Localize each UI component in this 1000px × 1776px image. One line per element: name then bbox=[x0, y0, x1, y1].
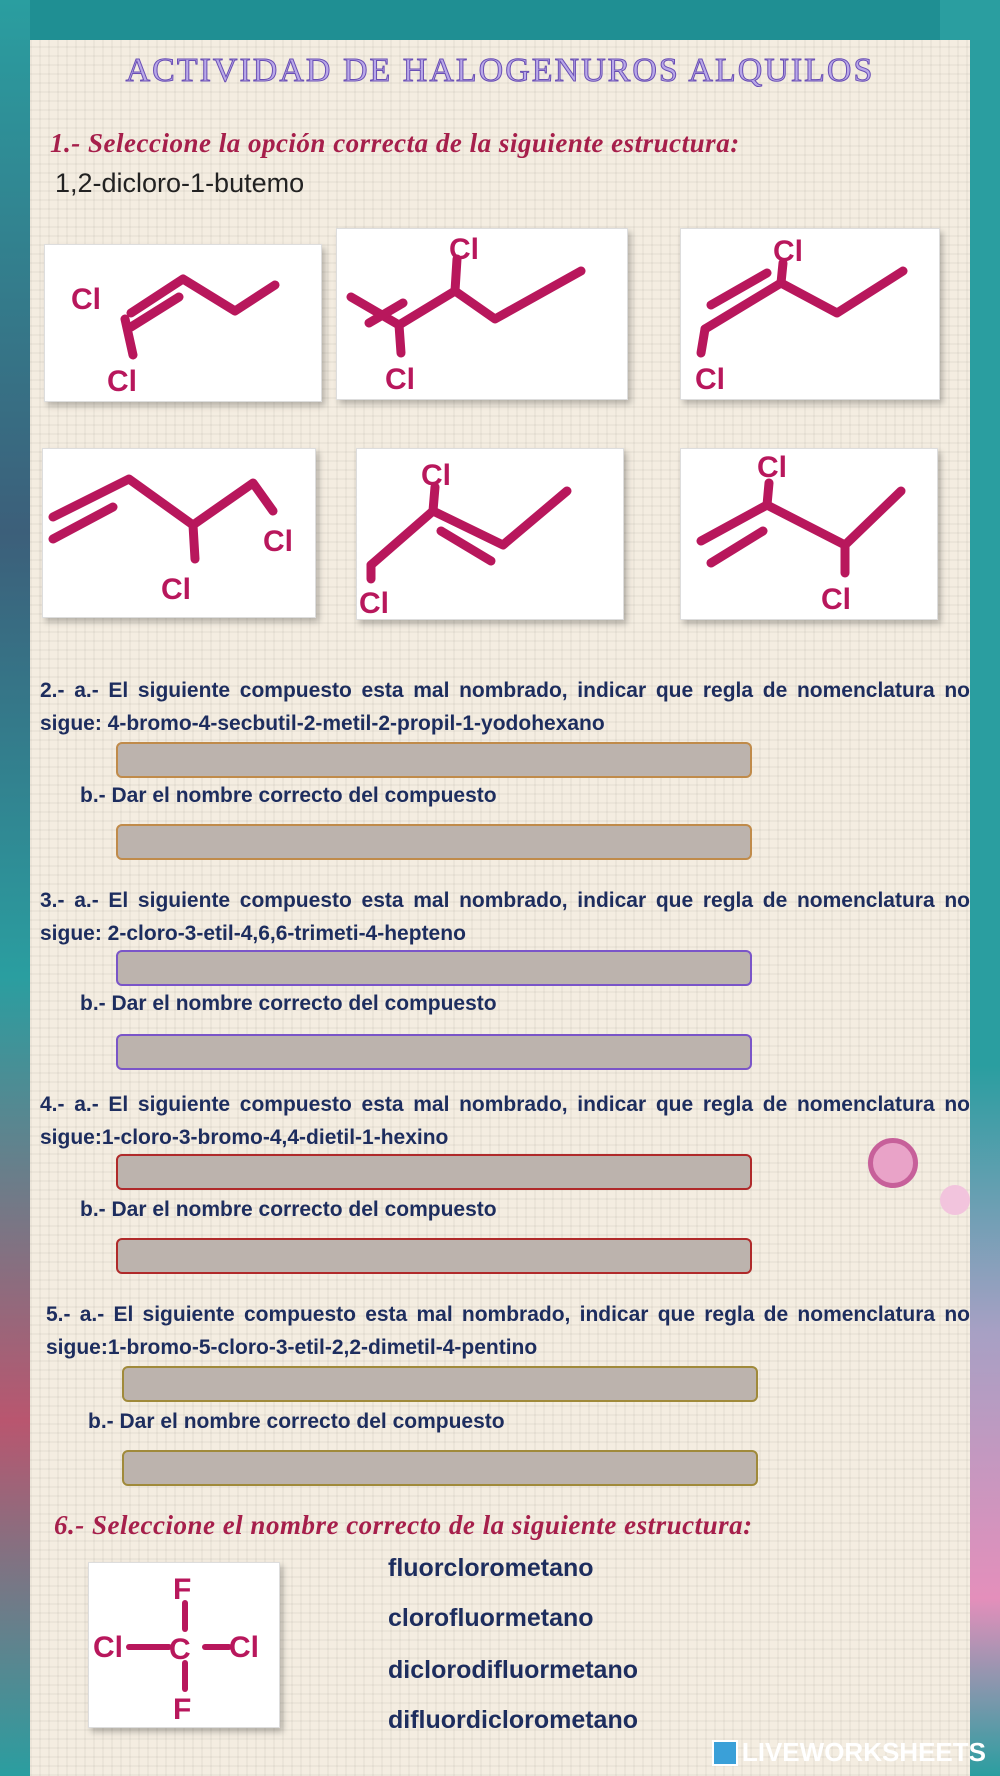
fluorine-label: F bbox=[173, 1573, 192, 1606]
chlorine-label: Cl bbox=[421, 459, 451, 492]
chlorine-label: Cl bbox=[71, 283, 101, 316]
structure-option-2[interactable] bbox=[336, 228, 628, 400]
chlorine-label: Cl bbox=[107, 365, 137, 398]
structure-option-4[interactable] bbox=[42, 448, 316, 618]
q2b-answer-input[interactable] bbox=[116, 824, 752, 860]
structure-option-5[interactable] bbox=[356, 448, 624, 620]
chlorine-label: Cl bbox=[821, 583, 851, 616]
liveworksheets-logo-icon bbox=[712, 1740, 738, 1766]
q3a-text: 3.- a.- El siguiente compuesto esta mal nombrado, indicar que regla de nomenclatura no sigue: 2-cloro-3-etil-4,6,6-trimeti-4-hepteno bbox=[40, 889, 970, 945]
structure-option-1[interactable] bbox=[44, 244, 322, 402]
chlorine-label: Cl bbox=[263, 525, 293, 558]
liveworksheets-brand bbox=[712, 1737, 986, 1768]
q5b-text: b.- Dar el nombre correcto del compuesto bbox=[88, 1410, 505, 1433]
q1-heading: 1.- Seleccione la opción correcta de la siguiente estructura: bbox=[50, 128, 740, 158]
chlorine-label: Cl bbox=[229, 1631, 259, 1664]
fluorine-label: F bbox=[173, 1693, 192, 1726]
chlorine-label: Cl bbox=[757, 451, 787, 484]
q3a-answer-input[interactable] bbox=[116, 950, 752, 986]
chlorine-label: Cl bbox=[449, 233, 479, 266]
q6-option-2[interactable]: clorofluormetano bbox=[388, 1604, 594, 1632]
q1-compound-name: 1,2-dicloro-1-butemo bbox=[55, 168, 305, 198]
q2b-text: b.- Dar el nombre correcto del compuesto bbox=[80, 784, 497, 807]
chlorine-label: Cl bbox=[359, 587, 389, 619]
page-title: ACTIVIDAD DE HALOGENUROS ALQUILOS bbox=[125, 52, 875, 89]
chlorine-label: Cl bbox=[695, 363, 725, 396]
chlorine-label: Cl bbox=[93, 1631, 123, 1664]
q6-structure bbox=[88, 1562, 280, 1728]
q3b-text: b.- Dar el nombre correcto del compuesto bbox=[80, 992, 497, 1015]
brand-name: LIVEWORKSHEETS bbox=[741, 1737, 986, 1767]
q5b-answer-input[interactable] bbox=[122, 1450, 758, 1486]
q5a-answer-input[interactable] bbox=[122, 1366, 758, 1402]
q2a-answer-input[interactable] bbox=[116, 742, 752, 778]
q4a-text: 4.- a.- El siguiente compuesto esta mal nombrado, indicar que regla de nomenclatura no sigue:1-cloro-3-bromo-4,4-dietil-1-hexino bbox=[40, 1093, 970, 1149]
q4b-text: b.- Dar el nombre correcto del compuesto bbox=[80, 1198, 497, 1221]
q6-heading: 6.- Seleccione el nombre correcto de la siguiente estructura: bbox=[54, 1510, 753, 1540]
q2a-text: 2.- a.- El siguiente compuesto esta mal nombrado, indicar que regla de nomenclatura no sigue: 4-bromo-4-secbutil-2-metil-2-propil-1-yodohexano bbox=[40, 679, 970, 735]
q4b-answer-input[interactable] bbox=[116, 1238, 752, 1274]
decor-small-circle bbox=[940, 1185, 970, 1215]
q3b-answer-input[interactable] bbox=[116, 1034, 752, 1070]
q6-option-4[interactable]: difluordiclorometano bbox=[388, 1706, 638, 1734]
q6-option-3[interactable]: diclorodifluormetano bbox=[388, 1656, 638, 1684]
chlorine-label: Cl bbox=[385, 363, 415, 396]
chlorine-label: Cl bbox=[773, 235, 803, 268]
q5a-text: 5.- a.- El siguiente compuesto esta mal nombrado, indicar que regla de nomenclatura no sigue:1-bromo-5-cloro-3-etil-2,2-dimetil-4-pentino bbox=[46, 1303, 970, 1359]
q4a-answer-input[interactable] bbox=[116, 1154, 752, 1190]
q6-option-1[interactable]: fluorclorometano bbox=[388, 1554, 594, 1582]
structure-option-6[interactable] bbox=[680, 448, 938, 620]
chlorine-label: Cl bbox=[161, 573, 191, 606]
left-border bbox=[0, 0, 30, 1776]
carbon-label: C bbox=[169, 1633, 191, 1666]
structure-option-3[interactable] bbox=[680, 228, 940, 400]
